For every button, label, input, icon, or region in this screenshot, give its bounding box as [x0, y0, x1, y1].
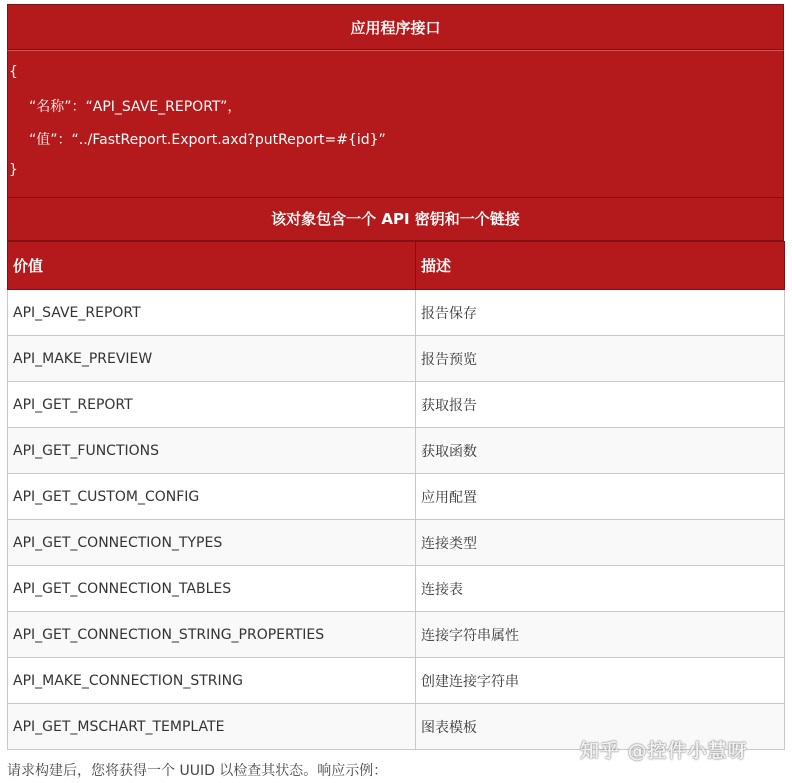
cell-value: API_GET_FUNCTIONS: [8, 428, 416, 474]
column-header-description: 描述: [416, 242, 785, 290]
cell-value: API_GET_CONNECTION_STRING_PROPERTIES: [8, 612, 416, 658]
api-table-container: [7, 4, 784, 750]
table-row: [8, 658, 785, 704]
table-subtitle: 该对象包含一个 API 密钥和一个链接: [7, 198, 784, 241]
cell-description: 应用配置: [416, 474, 785, 520]
code-open-brace: {: [9, 64, 18, 80]
table-row: [8, 474, 785, 520]
table-row: [8, 336, 785, 382]
code-close-brace: }: [9, 162, 18, 178]
cell-description: 获取函数: [416, 428, 785, 474]
cell-value: API_GET_REPORT: [8, 382, 416, 428]
code-line-value: “值”：“../FastReport.Export.axd?putReport=#{id}”: [29, 132, 386, 148]
cell-description: 图表模板: [416, 704, 785, 750]
table-row: [8, 382, 785, 428]
table-title: 应用程序接口: [7, 4, 784, 50]
table-row: [8, 612, 785, 658]
cell-description: 连接表: [416, 566, 785, 612]
column-header-value: 价值: [8, 242, 416, 290]
cell-value: API_MAKE_PREVIEW: [8, 336, 416, 382]
footer-text: 请求构建后，您将获得一个 UUID 以检查其状态。响应示例：: [7, 763, 388, 779]
cell-value: API_MAKE_CONNECTION_STRING: [8, 658, 416, 704]
cell-value: API_GET_CUSTOM_CONFIG: [8, 474, 416, 520]
table-row: [8, 520, 785, 566]
cell-value: API_GET_CONNECTION_TABLES: [8, 566, 416, 612]
code-block: [7, 50, 784, 198]
table-row: [8, 290, 785, 336]
table-header-row: [8, 242, 785, 290]
cell-description: 创建连接字符串: [416, 658, 785, 704]
table-row: [8, 428, 785, 474]
cell-description: 报告保存: [416, 290, 785, 336]
cell-value: API_GET_MSCHART_TEMPLATE: [8, 704, 416, 750]
cell-value: API_GET_CONNECTION_TYPES: [8, 520, 416, 566]
cell-description: 获取报告: [416, 382, 785, 428]
table-row: [8, 566, 785, 612]
watermark: 知乎 @控件小慧呀: [580, 740, 748, 762]
cell-description: 连接字符串属性: [416, 612, 785, 658]
cell-description: 报告预览: [416, 336, 785, 382]
api-key-table: [7, 241, 785, 750]
cell-value: API_SAVE_REPORT: [8, 290, 416, 336]
code-line-name: “名称”：“API_SAVE_REPORT”，: [29, 99, 242, 115]
cell-description: 连接类型: [416, 520, 785, 566]
